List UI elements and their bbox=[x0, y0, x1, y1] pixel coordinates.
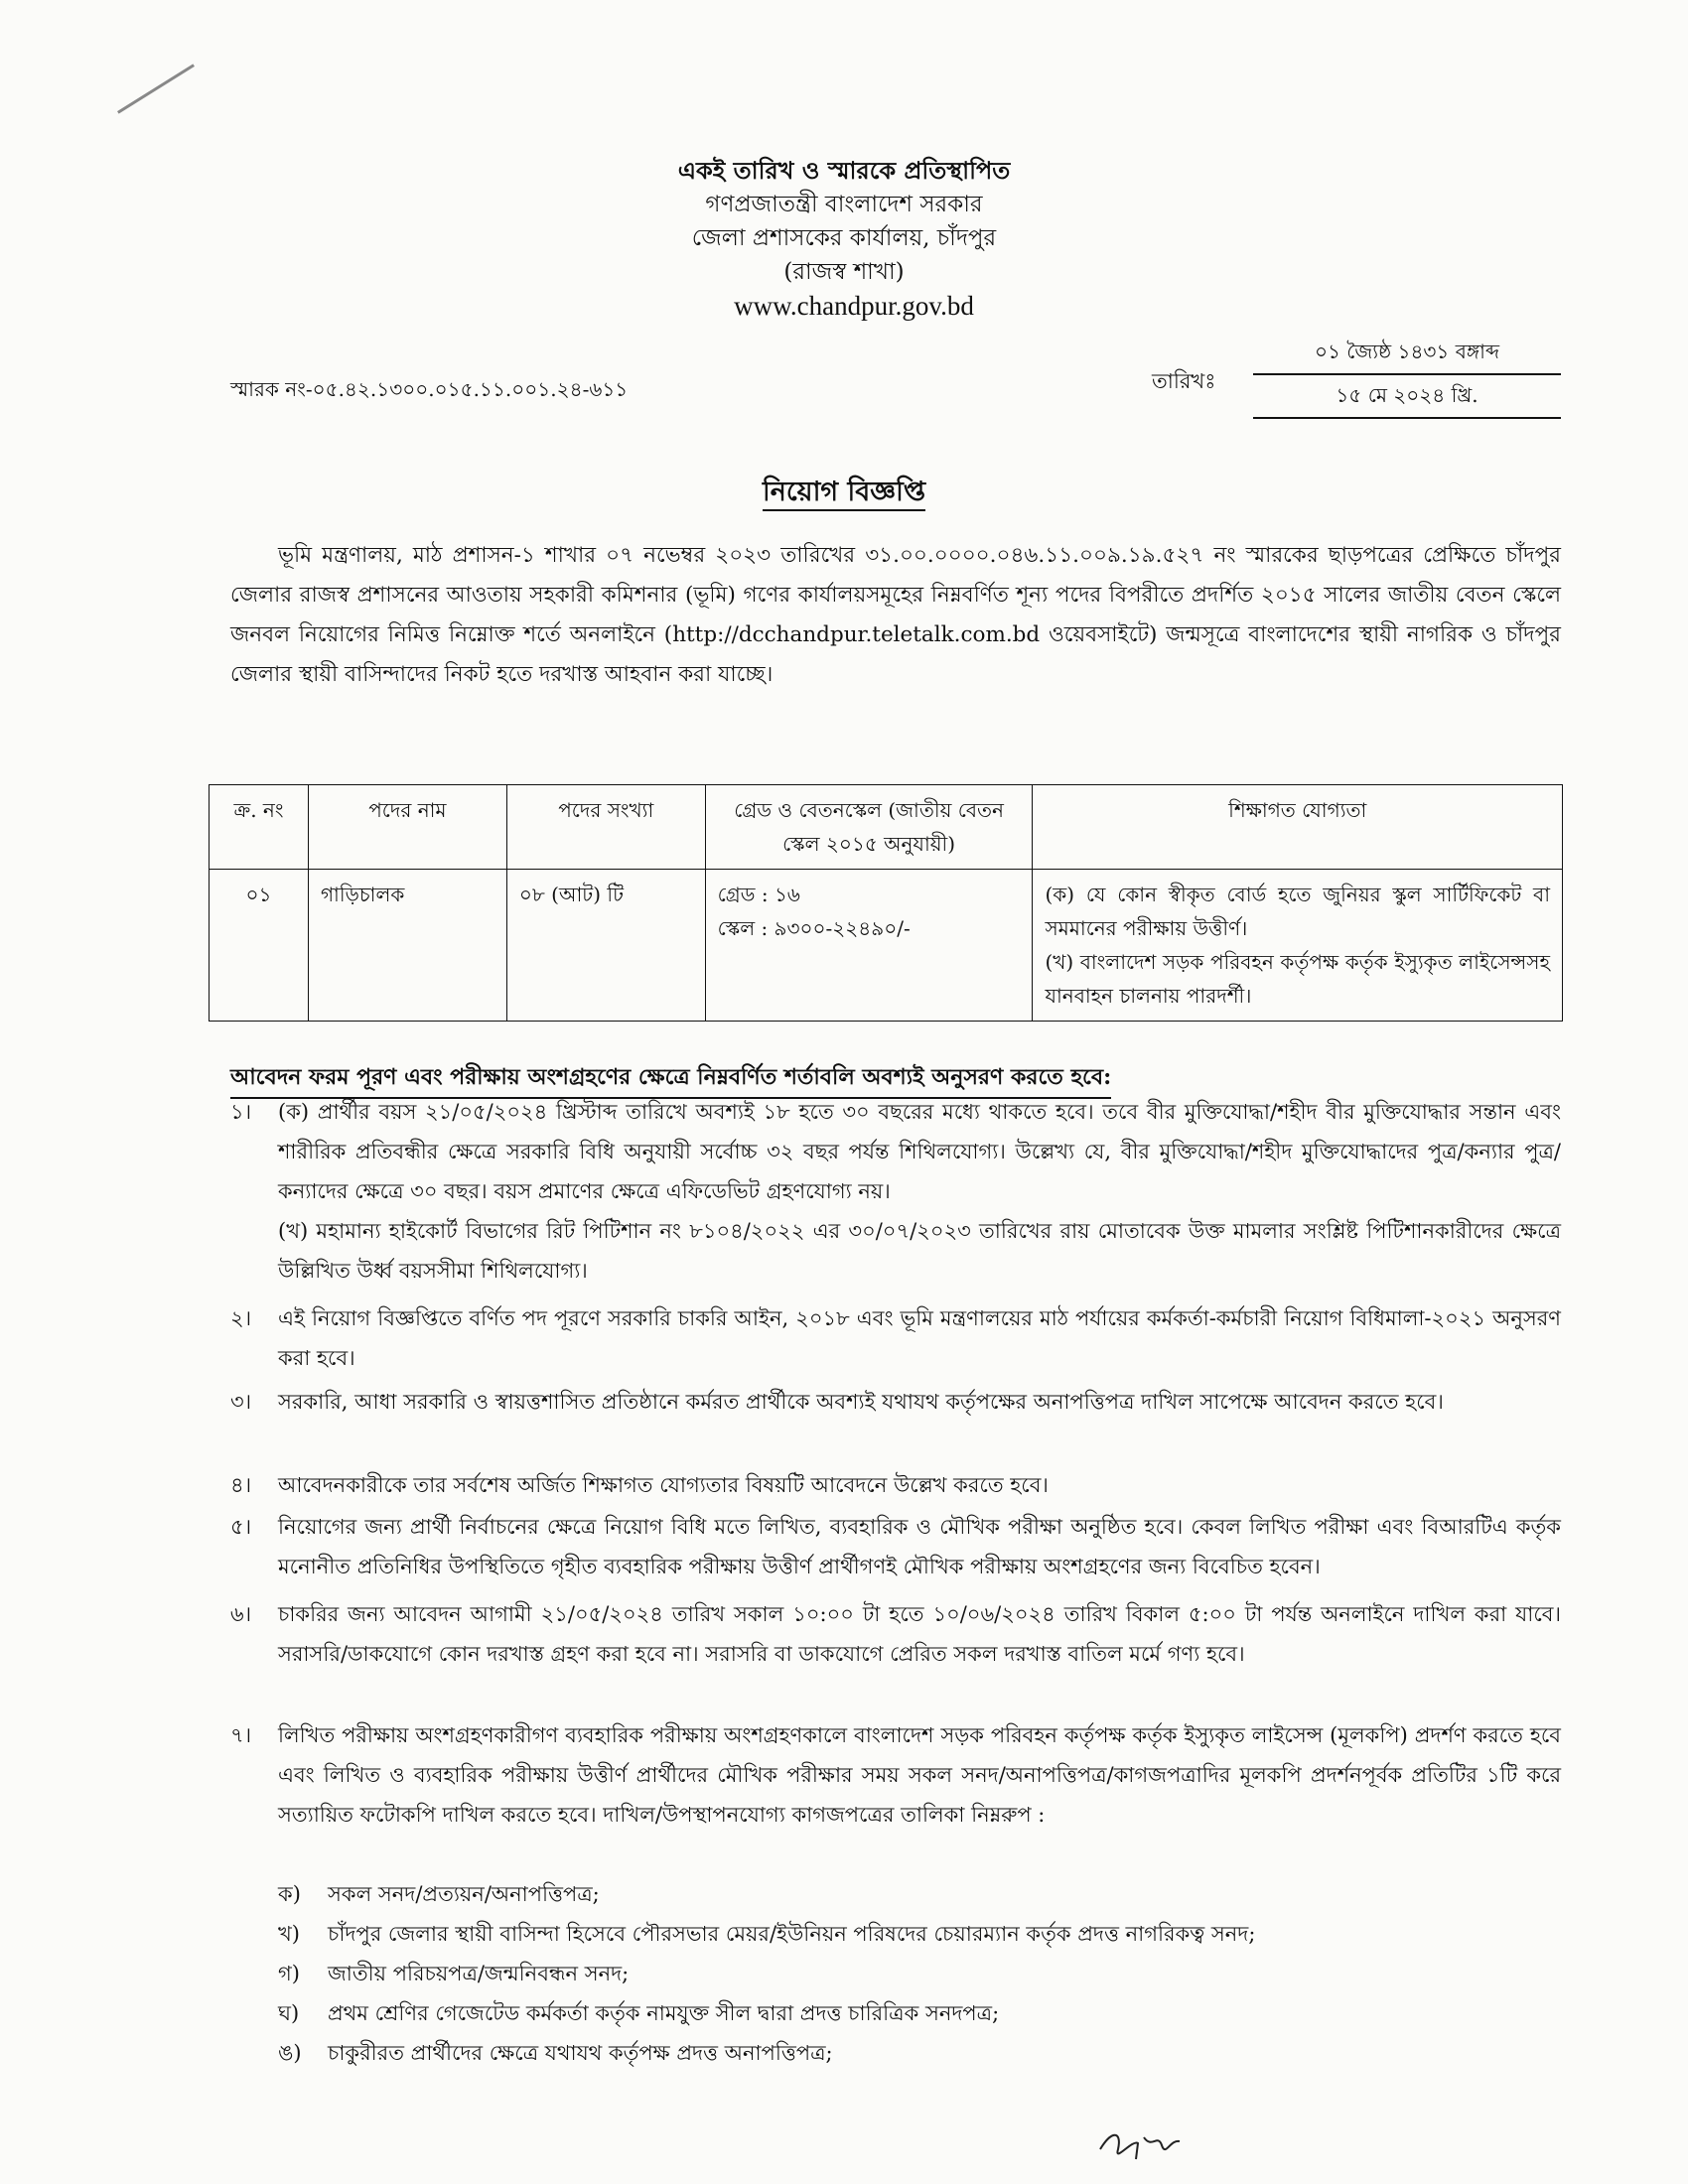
branch-name: (রাজস্ব শাখা) bbox=[783, 259, 905, 285]
condition-7-text: লিখিত পরীক্ষায় অংশগ্রহণকারীগণ ব্যবহারিক পরীক্ষায় অংশগ্রহণকালে বাংলাদেশ সড়ক পরিবহন কর্তৃপক্ষ কর্তৃক ইস্যুকৃত লাইসেন্স (মূলকপি) প্রদর্শণ করতে হবে এবং লিখিত ও ব্যবহারিক পরীক্ষায় উত্তীর্ণ প্রার্থীদের মৌখিক পরীক্ষার সময় সকল সনদ/অনাপত্তিপত্র/কাগজপত্রাদির মূলকপি প্রদর্শনপূর্বক প্রতিটির ১টি করে সত্যায়িত ফটোকপি দাখিল করতে হবে। দাখিল/উপস্থাপনযোগ্য কাগজপত্রের তালিকা নিম্নরুপ : bbox=[278, 1723, 1561, 1827]
memo-number: স্মারক নং-০৫.৪২.১৩০০.০১৫.১১.০০১.২৪-৬১১ bbox=[230, 377, 629, 401]
notice-title-text: নিয়োগ বিজ্ঞপ্তি bbox=[763, 477, 925, 511]
condition-3-number: ৩। bbox=[230, 1390, 252, 1414]
condition-1-number: ১। bbox=[230, 1100, 252, 1124]
doc-text: চাকুরীরত প্রার্থীদের ক্ষেত্রে যথাযথ কর্তৃপক্ষ প্রদত্ত অনাপত্তিপত্র; bbox=[328, 2041, 833, 2065]
col-qualification: শিক্ষাগত যোগ্যতা bbox=[1033, 785, 1563, 870]
condition-2 bbox=[230, 1298, 1561, 1378]
condition-1 bbox=[230, 1092, 1561, 1291]
cell-post: গাড়িচালক bbox=[308, 870, 506, 1022]
qualification-b: (খ) বাংলাদেশ সড়ক পরিবহন কর্তৃপক্ষ কর্তৃক ইস্যুকৃত লাইসেন্সসহ যানবাহন চালনায় পারদর্শী। bbox=[1045, 950, 1550, 1008]
qualification-a: (ক) যে কোন স্বীকৃত বোর্ড হতে জুনিয়র স্কুল সার্টিফিকেট বা সমমানের পরীক্ষায় উত্তীর্ণ। bbox=[1045, 883, 1550, 940]
doc-key: ক) bbox=[278, 1882, 301, 1906]
doc-key: ঘ) bbox=[278, 2001, 300, 2025]
condition-5 bbox=[230, 1507, 1561, 1586]
vacancy-table bbox=[209, 784, 1563, 1022]
condition-1a: (ক) প্রার্থীর বয়স ২১/০৫/২০২৪ খ্রিস্টাব্দ তারিখে অবশ্যই ১৮ হতে ৩০ বছরের মধ্যে থাকতে হবে। তবে বীর মুক্তিযোদ্ধা/শহীদ বীর মুক্তিযোদ্ধার সন্তান এবং শারীরিক প্রতিবন্ধীর ক্ষেত্রে সরকারি বিধি অনুযায়ী সর্বোচ্চ ৩২ বছর পর্যন্ত শিথিলযোগ্য। উল্লেখ্য যে, বীর মুক্তিযোদ্ধা/শহীদ মুক্তিযোদ্ধাদের পুত্র/কন্যার পুত্র/কন্যাদের ক্ষেত্রে ৩০ বছর। বয়স প্রমাণের ক্ষেত্রে এফিডেভিট গ্রহণযোগ্য নয়। bbox=[278, 1100, 1561, 1203]
condition-5-number: ৫। bbox=[230, 1515, 252, 1539]
documents-list bbox=[278, 1874, 1255, 2073]
col-grade: গ্রেড ও বেতনস্কেল (জাতীয় বেতন স্কেল ২০১৫ অনুযায়ী) bbox=[705, 785, 1033, 870]
condition-4-number: ৪। bbox=[230, 1473, 252, 1497]
condition-6-text: চাকরির জন্য আবেদন আগামী ২১/০৫/২০২৪ তারিখ সকাল ১০:০০ টা হতে ১০/০৬/২০২৪ তারিখ বিকাল ৫:০০ টা পর্যন্ত অনলাইনে দাখিল করা যাবে। সরাসরি/ডাকযোগে কোন দরখাস্ত গ্রহণ করা হবে না। সরাসরি বা ডাকযোগে প্রেরিত সকল দরখাস্ত বাতিল মর্মে গণ্য হবে। bbox=[278, 1602, 1561, 1666]
condition-4 bbox=[230, 1465, 1561, 1505]
doc-key: ঙ) bbox=[278, 2041, 302, 2065]
date-box bbox=[1253, 338, 1561, 419]
government-name: গণপ্রজাতন্ত্রী বাংলাদেশ সরকার bbox=[705, 192, 983, 217]
website-link[interactable]: www.chandpur.gov.bd bbox=[734, 291, 974, 321]
table-header-row bbox=[210, 785, 1563, 870]
condition-2-text: এই নিয়োগ বিজ্ঞপ্তিতে বর্ণিত পদ পূরণে সরকারি চাকরি আইন, ২০১৮ এবং ভূমি মন্ত্রণালয়ের মাঠ পর্যায়ের কর্মকর্তা-কর্মচারী নিয়োগ বিধিমালা-২০২১ অনুসরণ করা হবে। bbox=[278, 1306, 1561, 1370]
office-name: জেলা প্রশাসকের কার্যালয়, চাঁদপুর bbox=[691, 225, 997, 251]
cell-count: ০৮ (আট) টি bbox=[506, 870, 705, 1022]
condition-7 bbox=[230, 1715, 1561, 1835]
condition-5-text: নিয়োগের জন্য প্রার্থী নির্বাচনের ক্ষেত্রে নিয়োগ বিধি মতে লিখিত, ব্যবহারিক ও মৌখিক পরীক্ষা অনুষ্ঠিত হবে। কেবল লিখিত পরীক্ষা এবং বিআরটিএ কর্তৃক মনোনীত প্রতিনিধির উপস্থিতিতে গৃহীত ব্যবহারিক পরীক্ষায় উত্তীর্ণ প্রার্থীগণই মৌখিক পরীক্ষায় অংশগ্রহণের জন্য বিবেচিত হবেন। bbox=[278, 1515, 1561, 1578]
cell-qualification bbox=[1033, 870, 1563, 1022]
condition-7-number: ৭। bbox=[230, 1723, 252, 1747]
doc-text: জাতীয় পরিচয়পত্র/জন্মনিবন্ধন সনদ; bbox=[328, 1962, 630, 1985]
doc-text: চাঁদপুর জেলার স্থায়ী বাসিন্দা হিসেবে পৌরসভার মেয়র/ইউনিয়ন পরিষদের চেয়ারম্যান কর্তৃক প্রদত্ত নাগরিকত্ব সনদ; bbox=[328, 1922, 1256, 1946]
col-post: পদের নাম bbox=[308, 785, 506, 870]
doc-text: প্রথম শ্রেণির গেজেটেড কর্মকর্তা কর্তৃক নামযুক্ত সীল দ্বারা প্রদত্ত চারিত্রিক সনদপত্র; bbox=[328, 2001, 1000, 2025]
col-count: পদের সংখ্যা bbox=[506, 785, 705, 870]
list-item bbox=[278, 1993, 1255, 2033]
condition-1b: (খ) মহামান্য হাইকোর্ট বিভাগের রিট পিটিশান নং ৮১০৪/২০২২ এর ৩০/০৭/২০২৩ তারিখের রায় মোতাবেক উক্ত মামলার সংশ্লিষ্ট পিটিশানকারীদের ক্ষেত্রে উল্লিখিত উর্ধ্ব বয়সসীমা শিথিলযোগ্য। bbox=[278, 1219, 1561, 1283]
list-item bbox=[278, 1914, 1255, 1954]
letterhead bbox=[0, 154, 1688, 323]
condition-6-number: ৬। bbox=[230, 1602, 252, 1626]
date-label: তারিখঃ bbox=[1152, 369, 1216, 393]
pencil-mark bbox=[117, 64, 195, 113]
notice-title bbox=[0, 472, 1688, 516]
cell-sl: ০১ bbox=[210, 870, 309, 1022]
condition-2-number: ২। bbox=[230, 1306, 252, 1330]
date-bangla: ০১ জ্যৈষ্ঠ ১৪৩১ বঙ্গাব্দ bbox=[1253, 338, 1561, 375]
date-gregorian: ১৫ মে ২০২৪ খ্রি. bbox=[1253, 375, 1561, 419]
condition-6 bbox=[230, 1594, 1561, 1674]
handwritten-initials bbox=[1092, 2119, 1192, 2179]
cell-grade bbox=[705, 870, 1033, 1022]
table-row bbox=[210, 870, 1563, 1022]
list-item bbox=[278, 2033, 1255, 2073]
scale-text: স্কেল : ৯৩০০-২২৪৯০/- bbox=[717, 916, 911, 940]
grade-text: গ্রেড : ১৬ bbox=[717, 883, 800, 906]
condition-3 bbox=[230, 1382, 1561, 1422]
condition-4-text: আবেদনকারীকে তার সর্বশেষ অর্জিত শিক্ষাগত যোগ্যতার বিষয়টি আবেদনে উল্লেখ করতে হবে। bbox=[278, 1473, 1049, 1497]
intro-paragraph: ভূমি মন্ত্রণালয়, মাঠ প্রশাসন-১ শাখার ০৭ নভেম্বর ২০২৩ তারিখের ৩১.০০.০০০০.০৪৬.১১.০০৯.১৯.৫২৭ নং স্মারকের ছাড়পত্রের প্রেক্ষিতে চাঁদপুর জেলার রাজস্ব প্রশাসনের আওতায় সহকারী কমিশনার (ভূমি) গণের কার্যালয়সমূহের নিম্নবর্ণিত শূন্য পদের বিপরীতে প্রদর্শিত ২০১৫ সালের জাতীয় বেতন স্কেলে জনবল নিয়োগের নিমিত্ত নিম্নোক্ত শর্তে অনলাইনে (http://dcchandpur.teletalk.com.bd ওয়েবসাইটে) জন্মসূত্রে বাংলাদেশের স্থায়ী নাগরিক ও চাঁদপুর জেলার স্থায়ী বাসিন্দাদের নিকট হতে দরখাস্ত আহবান করা যাচ্ছে। bbox=[230, 543, 1561, 687]
list-item bbox=[278, 1874, 1255, 1914]
doc-text: সকল সনদ/প্রত্যয়ন/অনাপত্তিপত্র; bbox=[328, 1882, 600, 1906]
replaced-note: একই তারিখ ও স্মারকে প্রতিস্থাপিত bbox=[677, 156, 1011, 185]
doc-key: গ) bbox=[278, 1962, 300, 1985]
condition-3-text: সরকারি, আধা সরকারি ও স্বায়ত্তশাসিত প্রতিষ্ঠানে কর্মরত প্রার্থীকে অবশ্যই যথাযথ কর্তৃপক্ষের অনাপত্তিপত্র দাখিল সাপেক্ষে আবেদন করতে হবে। bbox=[278, 1390, 1444, 1414]
conditions-heading: আবেদন ফরম পূরণ এবং পরীক্ষায় অংশগ্রহণের ক্ষেত্রে নিম্নবর্ণিত শর্তাবলি অবশ্যই অনুসরণ করতে হবে: bbox=[230, 1060, 1111, 1099]
list-item bbox=[278, 1954, 1255, 1993]
col-sl: ক্র. নং bbox=[210, 785, 309, 870]
doc-key: খ) bbox=[278, 1922, 300, 1946]
